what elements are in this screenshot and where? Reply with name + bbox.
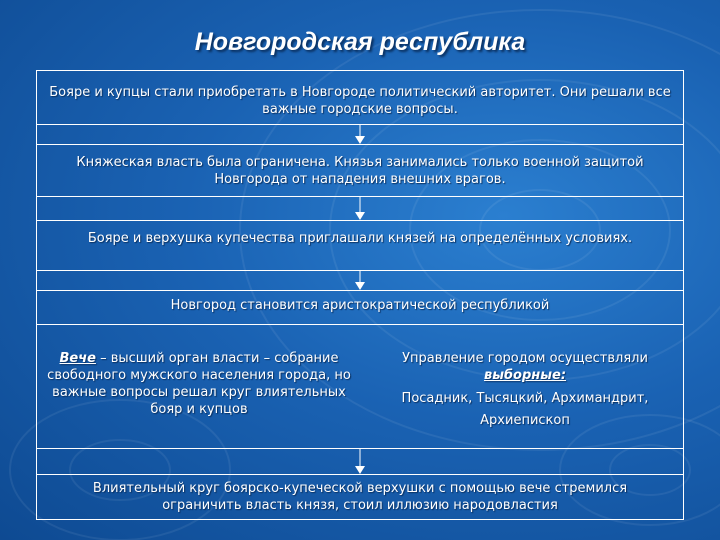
- veche-description: [42, 350, 356, 418]
- arrow-down-icon: [353, 124, 367, 146]
- block-boyars-authority: Бояре и купцы стали приобретать в Новгороде политический авторитет. Они решали все важные городские вопросы.: [49, 85, 671, 117]
- arrow-down-icon: [353, 270, 367, 292]
- arrow-down-icon: [353, 196, 367, 222]
- divider: [36, 324, 684, 325]
- governance-intro: Управление городом осуществляли: [402, 351, 648, 366]
- city-governance: [380, 350, 670, 432]
- block-princely-power: Княжеская власть была ограничена. Князья занимались только военной защитой Новгорода от нападения внешних врагов.: [76, 155, 644, 187]
- block-illusion-of-democracy: Влиятельный круг боярско-купеческой верхушки с помощью вече стремился ограничить власть князя, стоил иллюзию народовластия: [92, 481, 628, 513]
- page-title: Новгородская республика: [194, 28, 526, 56]
- veche-text: – высший орган власти – собрание свободного мужского населения города, но важные вопросы решал круг влиятельных бояр и купцов: [47, 351, 351, 417]
- arrow-down-icon: [353, 448, 367, 476]
- veche-term: Вече: [59, 351, 96, 366]
- block-inviting-princes: Бояре и верхушка купечества приглашали князей на определённых условиях.: [87, 231, 633, 246]
- governance-officials: Посадник, Тысяцкий, Архимандрит, Архиепископ: [401, 391, 649, 428]
- block-aristocratic-republic: Новгород становится аристократической республикой: [170, 298, 550, 313]
- governance-elected: выборные:: [483, 368, 567, 383]
